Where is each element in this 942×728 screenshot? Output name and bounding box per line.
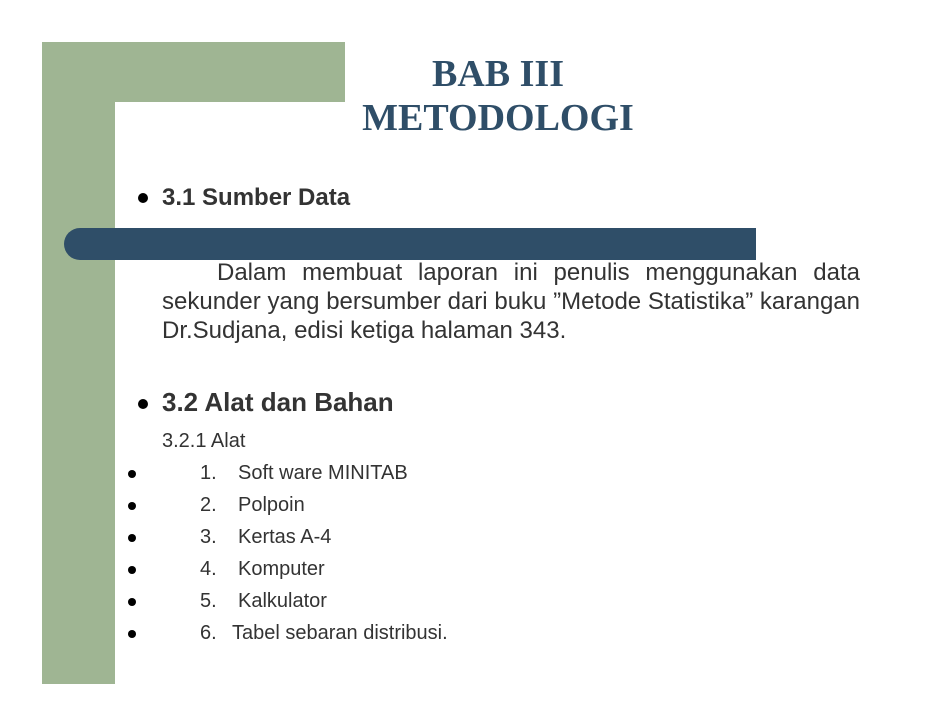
list-item: 5. Kalkulator	[200, 590, 327, 612]
bullet-icon	[128, 502, 136, 510]
title-line-1: BAB III	[432, 53, 564, 95]
decorative-blue-band	[64, 228, 756, 260]
list-item: 3. Kertas A-4	[200, 526, 332, 548]
bullet-icon	[128, 598, 136, 606]
bullet-icon	[128, 566, 136, 574]
bullet-icon	[138, 193, 148, 203]
section-heading-alat-bahan: 3.2 Alat dan Bahan	[162, 387, 394, 417]
list-item: 2. Polpoin	[200, 494, 305, 516]
title-line-2: METODOLOGI	[362, 97, 634, 139]
bullet-icon	[128, 534, 136, 542]
list-item: 1. Soft ware MINITAB	[200, 462, 408, 484]
decorative-rounded-corner	[115, 102, 345, 242]
section-heading-sumber-data: 3.1 Sumber Data	[162, 184, 351, 211]
list-item: 6. Tabel sebaran distribusi.	[200, 622, 448, 644]
bullet-icon	[128, 630, 136, 638]
decorative-green-bar	[42, 42, 115, 684]
slide-title	[340, 52, 656, 140]
paragraph-text: Dalam membuat laporan ini penulis menggunakan data sekunder yang bersumber dari buku ”Metode Statistika” karangan Dr.Sudjana, edisi ketiga halaman 343.	[162, 259, 860, 344]
decorative-green-top	[115, 42, 345, 102]
bullet-icon	[128, 470, 136, 478]
list-item: 4. Komputer	[200, 558, 325, 580]
subheading-alat: 3.2.1 Alat	[162, 430, 246, 452]
bullet-icon	[138, 399, 148, 409]
section-paragraph	[162, 258, 860, 345]
